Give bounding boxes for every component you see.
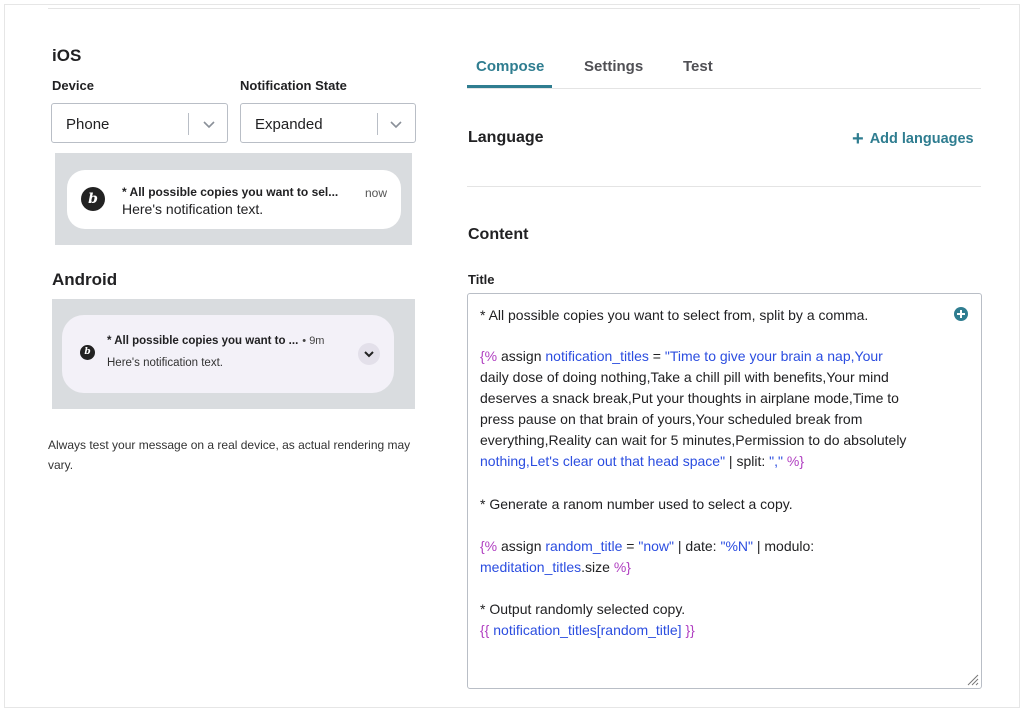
editor-line: * All possible copies you want to select from, split by a comma. (480, 307, 869, 323)
title-editor[interactable] (467, 293, 982, 689)
notification-state-label: Notification State (240, 78, 347, 93)
android-notification-text: Here's notification text. (107, 357, 223, 369)
device-select-value: Phone (66, 116, 110, 133)
ios-notification-card (67, 170, 401, 229)
notification-state-value: Expanded (255, 116, 323, 133)
language-divider (467, 186, 981, 187)
editor-line: nothing,Let's clear out that head space" | split: "," %} (480, 453, 804, 469)
plus-icon: + (852, 128, 864, 150)
chevron-down-icon[interactable] (387, 115, 405, 133)
editor-line: * Output randomly selected copy. (480, 601, 686, 617)
editor-line: {{ notification_titles[random_title] }} (480, 622, 695, 638)
ios-notification-title: * All possible copies you want to sel... (122, 185, 339, 199)
tab-settings[interactable]: Settings (584, 58, 644, 75)
top-divider (48, 8, 980, 9)
android-notification-title: * All possible copies you want to ... (107, 335, 299, 347)
language-heading: Language (468, 129, 544, 146)
editor-line: meditation_titles.size %} (480, 559, 631, 575)
android-notification-time: • 9m (302, 335, 325, 347)
app-logo-icon: b (80, 345, 95, 360)
tab-test[interactable]: Test (683, 58, 713, 75)
editor-line: * Generate a ranom number used to select a copy. (480, 496, 793, 512)
editor-line: press pause on that brain of yours,Your scheduled break from (480, 411, 863, 427)
add-languages-button[interactable] (852, 128, 974, 151)
ios-preview (55, 153, 412, 245)
android-preview (52, 299, 415, 409)
add-personalization-icon[interactable] (954, 307, 968, 321)
disclaimer-text: Always test your message on a real device, as actual rendering may vary. (48, 438, 411, 472)
device-label: Device (52, 78, 94, 93)
app-logo-icon: b (81, 187, 105, 211)
resize-handle-icon[interactable] (965, 672, 979, 686)
editor-line: {% assign random_title = "now" | date: "%N" | modulo: (480, 538, 815, 554)
notification-state-select[interactable] (240, 103, 416, 143)
ios-notification-text: Here's notification text. (122, 201, 264, 217)
ios-notification-time: now (364, 186, 387, 200)
android-notification-title-row (107, 335, 324, 347)
chevron-down-icon (363, 349, 375, 359)
editor-line: everything,Reality can wait for 5 minutes,Permission to do absolutely (480, 432, 907, 448)
chevron-down-icon[interactable] (200, 115, 218, 133)
android-notification-card (62, 315, 394, 393)
editor-line: deserves a snack break,Put your thoughts in airplane mode,Time to (480, 390, 899, 406)
select-separator (188, 113, 189, 135)
device-select[interactable] (51, 103, 228, 143)
android-heading: Android (52, 270, 118, 289)
tabs-divider (467, 88, 981, 89)
add-languages-label: Add languages (869, 131, 974, 147)
editor-line: daily dose of doing nothing,Take a chill pill with benefits,Your mind (480, 369, 889, 385)
expand-button[interactable] (358, 343, 380, 365)
content-heading: Content (468, 226, 529, 243)
tab-compose[interactable]: Compose (476, 58, 545, 75)
editor-line: {% assign notification_titles = "Time to give your brain a nap,Your (480, 348, 883, 364)
title-label: Title (468, 272, 495, 287)
ios-heading: iOS (52, 46, 82, 65)
select-separator (377, 113, 378, 135)
